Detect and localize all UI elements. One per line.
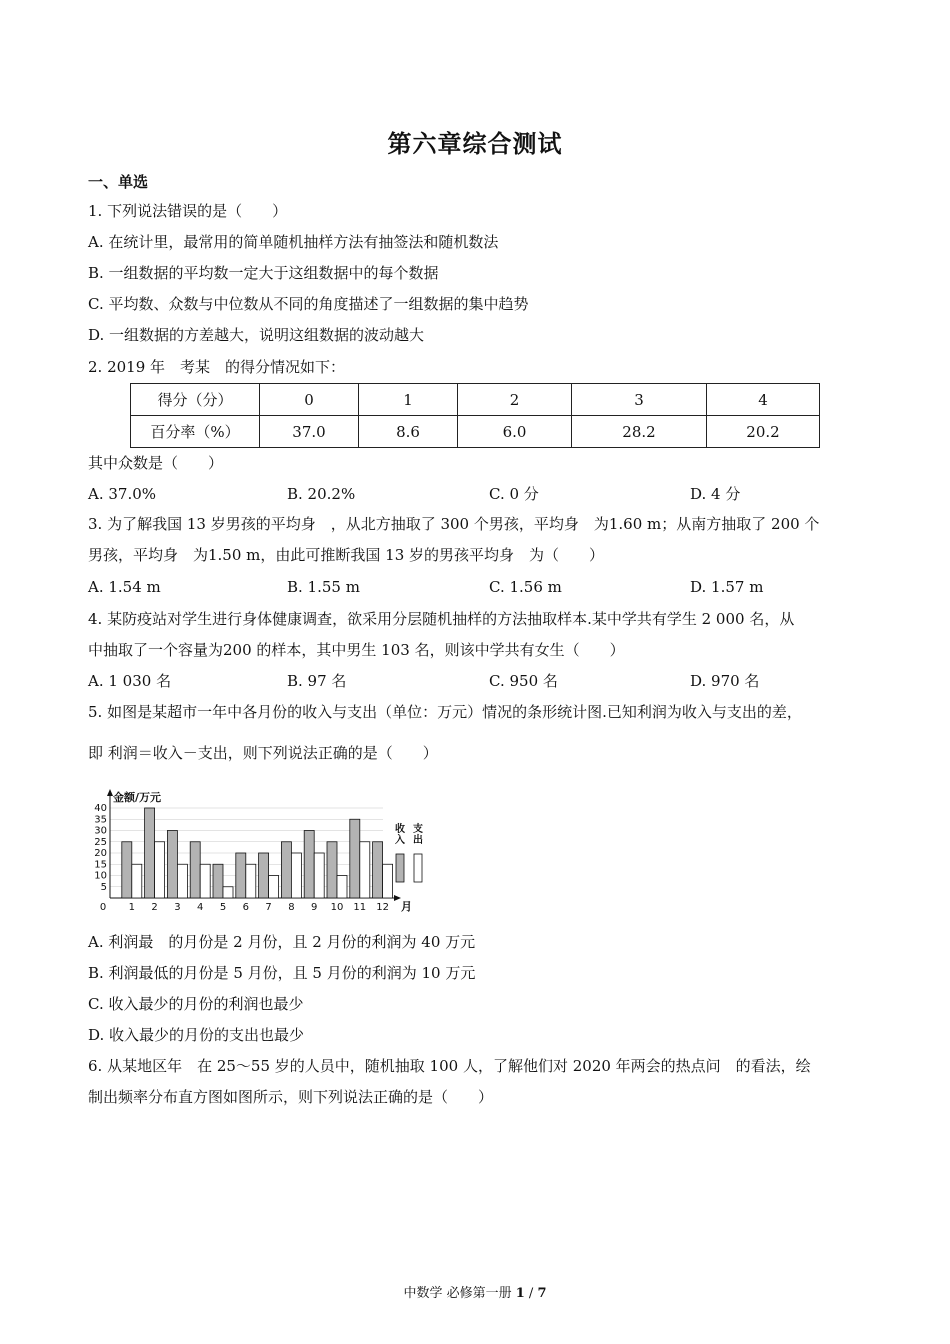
- q2-option-c: C. 0 分: [489, 485, 539, 503]
- y-tick-label: 10: [94, 870, 107, 882]
- table-header-cell: 百分率（%）: [131, 416, 260, 448]
- income-bar: [350, 819, 360, 898]
- q2-stem: 2. 2019 年 考某 的得分情况如下：: [88, 358, 346, 376]
- income-bar: [213, 864, 223, 898]
- footer-book-title: 中数学 必修第一册: [403, 1286, 516, 1301]
- x-tick-label: 2: [151, 902, 158, 913]
- x-tick-label: 5: [219, 902, 227, 913]
- x-tick-label: 3: [174, 902, 181, 913]
- legend-label-income: 收: [395, 824, 405, 835]
- q4-line-2: 中抽取了一个容量为200 的样本，其中男生 103 名，则该中学共有女生（ ）: [88, 641, 625, 659]
- x-axis-label: 月: [401, 900, 412, 913]
- income-bar: [259, 853, 269, 898]
- income-bar: [190, 842, 200, 898]
- section-heading: 一、单选: [88, 173, 149, 191]
- income-bar: [236, 853, 246, 898]
- q1-option-c: C. 平均数、众数与中位数从不同的角度描述了一组数据的集中趋势: [88, 295, 529, 313]
- table-cell: 28.2: [572, 416, 707, 448]
- income-bar: [281, 842, 291, 898]
- income-bar: [327, 842, 337, 898]
- q2-option-a: A. 37.0%: [88, 485, 157, 503]
- table-row: [131, 384, 820, 416]
- income-bar: [145, 808, 155, 898]
- x-tick-label: 7: [265, 902, 272, 913]
- legend-label-expense: 支: [413, 824, 423, 835]
- income-expense-bar-chart: [88, 786, 428, 918]
- page-separator: /: [524, 1286, 538, 1301]
- q5-option-c: C. 收入最少的月份的利润也最少: [88, 995, 304, 1013]
- q3-option-c: C. 1.56 m: [489, 578, 562, 596]
- table-cell: 0: [260, 384, 359, 416]
- expense-bar: [383, 864, 393, 898]
- q5-option-a: A. 利润最 的月份是 2 月份，且 2 月份的利润为 40 万元: [88, 933, 476, 951]
- legend-label-income: 入: [395, 835, 405, 846]
- y-axis-label: 金额/万元: [113, 791, 162, 804]
- expense-bar: [155, 842, 165, 898]
- expense-bar: [291, 853, 301, 898]
- x-tick-label: 6: [242, 902, 249, 913]
- table-cell: 2: [458, 384, 572, 416]
- q2-option-d: D. 4 分: [690, 485, 741, 503]
- income-bar: [373, 842, 383, 898]
- table-cell: 1: [359, 384, 458, 416]
- expense-bar: [200, 864, 210, 898]
- table-header-cell: 得分（分）: [131, 384, 260, 416]
- q3-line-2: 男孩，平均身 为1.50 m，由此可推断我国 13 岁的男孩平均身 为（ ）: [88, 546, 605, 564]
- q3-line-1: 3. 为了解我国 13 岁男孩的平均身 ，从北方抽取了 300 个男孩，平均身 为1.60 m；从南方抽取了 200 个: [88, 515, 820, 533]
- q6-line-2: 制出频率分布直方图如图所示，则下列说法正确的是（ ）: [88, 1088, 494, 1106]
- table-cell: 8.6: [359, 416, 458, 448]
- q5-line-2: 即 利润＝收入－支出，则下列说法正确的是（ ）: [88, 744, 438, 762]
- q2-question: 其中众数是（ ）: [88, 454, 224, 472]
- y-tick-label: 30: [94, 825, 107, 837]
- q4-option-d: D. 970 名: [690, 672, 760, 690]
- q1-stem: 1. 下列说法错误的是（ ）: [88, 202, 288, 220]
- y-tick-label: 35: [94, 814, 107, 826]
- page-title: 第六章综合测试: [387, 129, 563, 158]
- expense-bar: [223, 887, 233, 898]
- x-tick-label: 11: [353, 902, 367, 913]
- q4-option-a: A. 1 030 名: [88, 672, 172, 690]
- q1-option-b: B. 一组数据的平均数一定大于这组数据中的每个数据: [88, 264, 439, 282]
- table-cell: 20.2: [707, 416, 820, 448]
- y-tick-label: 20: [94, 848, 107, 859]
- q1-option-d: D. 一组数据的方差越大，说明这组数据的波动越大: [88, 326, 425, 344]
- page-footer: [0, 1282, 950, 1301]
- x-tick-label: 9: [311, 902, 318, 913]
- table-cell: 6.0: [458, 416, 572, 448]
- y-tick-label: 15: [94, 859, 107, 871]
- legend-swatch-expense: [414, 854, 422, 882]
- legend-label-expense: 出: [413, 835, 423, 846]
- x-tick-label: 8: [288, 902, 295, 913]
- x-tick-label: 4: [197, 902, 204, 913]
- x-tick-label: 12: [376, 902, 389, 913]
- income-bar: [167, 831, 177, 899]
- x-tick-label: 1: [128, 902, 135, 913]
- expense-bar: [337, 876, 347, 899]
- x-tick-label: 10: [330, 902, 344, 913]
- y-tick-label: 25: [94, 836, 107, 848]
- legend-swatch-income: [396, 854, 404, 882]
- income-bar: [304, 831, 314, 899]
- q4-line-1: 4. 某防疫站对学生进行身体健康调查，欲采用分层随机抽样的方法抽取样本.某中学共有学生 2 000 名，从: [88, 610, 795, 628]
- table-cell: 3: [572, 384, 707, 416]
- q1-option-a: A. 在统计里，最常用的简单随机抽样方法有抽签法和随机数法: [88, 233, 499, 251]
- origin-label: 0: [99, 902, 107, 913]
- q6-line-1: 6. 从某地区年 在 25～55 岁的人员中，随机抽取 100 人，了解他们对 2020 年两会的热点问 的看法，绘: [88, 1057, 811, 1075]
- q5-option-d: D. 收入最少的月份的支出也最少: [88, 1026, 305, 1044]
- q3-option-b: B. 1.55 m: [287, 578, 360, 596]
- y-tick-label: 40: [94, 803, 107, 814]
- expense-bar: [246, 864, 256, 898]
- page-number: 1: [515, 1286, 525, 1301]
- x-axis-arrow-icon: [394, 895, 401, 901]
- expense-bar: [360, 842, 370, 898]
- expense-bar: [177, 864, 187, 898]
- expense-bar: [269, 876, 279, 899]
- page-total: 7: [537, 1286, 547, 1301]
- score-table: [130, 383, 820, 448]
- expense-bar: [132, 864, 142, 898]
- y-tick-label: 5: [100, 881, 107, 893]
- q4-option-c: C. 950 名: [489, 672, 558, 690]
- table-row: [131, 416, 820, 448]
- income-bar: [122, 842, 132, 898]
- q5-option-b: B. 利润最低的月份是 5 月份，且 5 月份的利润为 10 万元: [88, 964, 476, 982]
- table-cell: 4: [707, 384, 820, 416]
- expense-bar: [314, 853, 324, 898]
- table-cell: 37.0: [260, 416, 359, 448]
- q4-option-b: B. 97 名: [287, 672, 347, 690]
- q3-option-d: D. 1.57 m: [690, 578, 764, 596]
- q2-option-b: B. 20.2%: [287, 485, 356, 503]
- q5-line-1: 5. 如图是某超市一年中各月份的收入与支出（单位：万元）情况的条形统计图.已知利润为收入与支出的差，: [88, 703, 802, 721]
- q3-option-a: A. 1.54 m: [88, 578, 161, 596]
